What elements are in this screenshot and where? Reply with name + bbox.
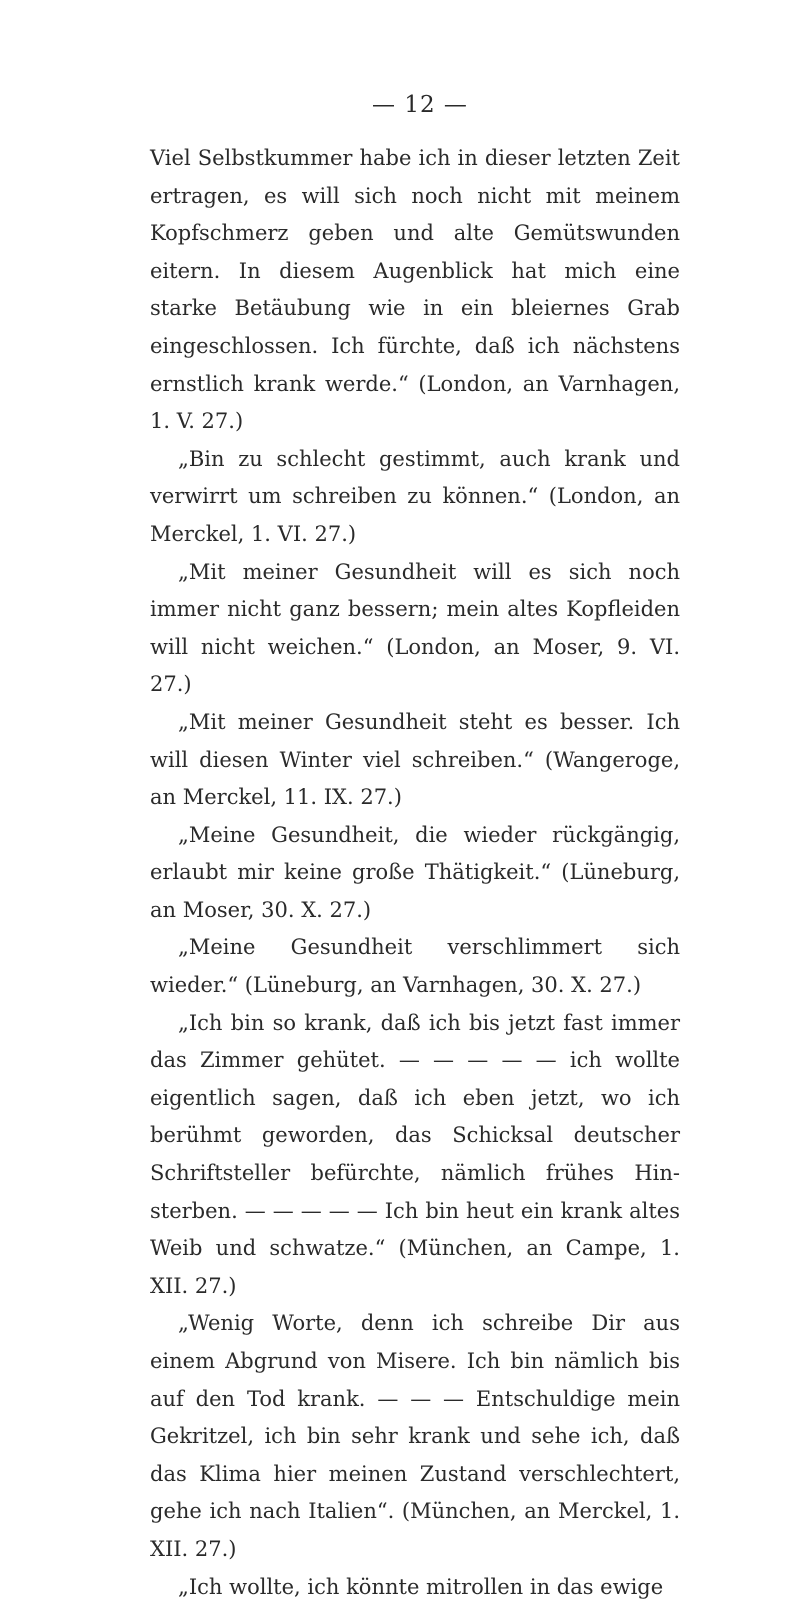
- paragraph-5: „Meine Gesundheit, die wieder rückgängig, erlaubt mir keine große Thätigkeit.“ (Lüneburg, an Moser, 30. X. 27.): [150, 822, 680, 922]
- paragraph-1: Viel Selbstkummer habe ich in dieser letzten Zeit ertragen, es will sich noch nicht mit meinem Kopfschmerz geben und alte Gemütswunden eitern. In diesem Augenblick hat mich eine starke Betäubung wie in ein bleiernes Grab eingeschlossen. Ich fürchte, daß ich nächstens ernstlich krank werde.“ (London, an Varnhagen, 1. V. 27.): [150, 146, 680, 434]
- paragraph-3: „Mit meiner Gesundheit will es sich noch immer nicht ganz bessern; mein altes Kopfleiden will nicht weichen.“ (London, an Moser, 9. VI. 27.): [150, 559, 680, 697]
- page-number: — 12 —: [372, 92, 468, 118]
- paragraph-8: „Wenig Worte, denn ich schreibe Dir aus einem Abgrund von Misere. Ich bin nämlich bis auf den Tod krank. — — — Entschuldige mein Gekritzel, ich bin sehr krank und sehe ich, daß das Klima hier meinen Zustand verschlechtert, gehe ich nach Italien“. (München, an Merckel, 1. XII. 27.): [150, 1311, 680, 1561]
- paragraph-9: „Ich wollte, ich könnte mitrollen in das ewige: [178, 1574, 664, 1599]
- paragraph-7: „Ich bin so krank, daß ich bis jetzt fast immer das Zimmer gehütet. — — — — — ich wollte eigentlich sagen, daß ich eben jetzt, wo ich berühmt geworden, das Schicksal deutscher Schriftsteller befürchte, nämlich frühes Hinsterben. — — — — — Ich bin heut ein krank altes Weib und schwatze.“ (München, an Campe, 1. XII. 27.): [150, 1010, 680, 1298]
- book-page: [150, 92, 680, 1606]
- paragraph-6: „Meine Gesundheit verschlimmert sich wieder.“ (Lüneburg, an Varnhagen, 30. X. 27.): [150, 935, 680, 998]
- paragraph-4: „Mit meiner Gesundheit steht es besser. Ich will diesen Winter viel schreiben.“ (Wangeroge, an Merckel, 11. IX. 27.): [150, 709, 680, 810]
- paragraph-2: „Bin zu schlecht gestimmt, auch krank und verwirrt um schreiben zu können.“ (London, an Merckel, 1. VI. 27.): [150, 446, 680, 546]
